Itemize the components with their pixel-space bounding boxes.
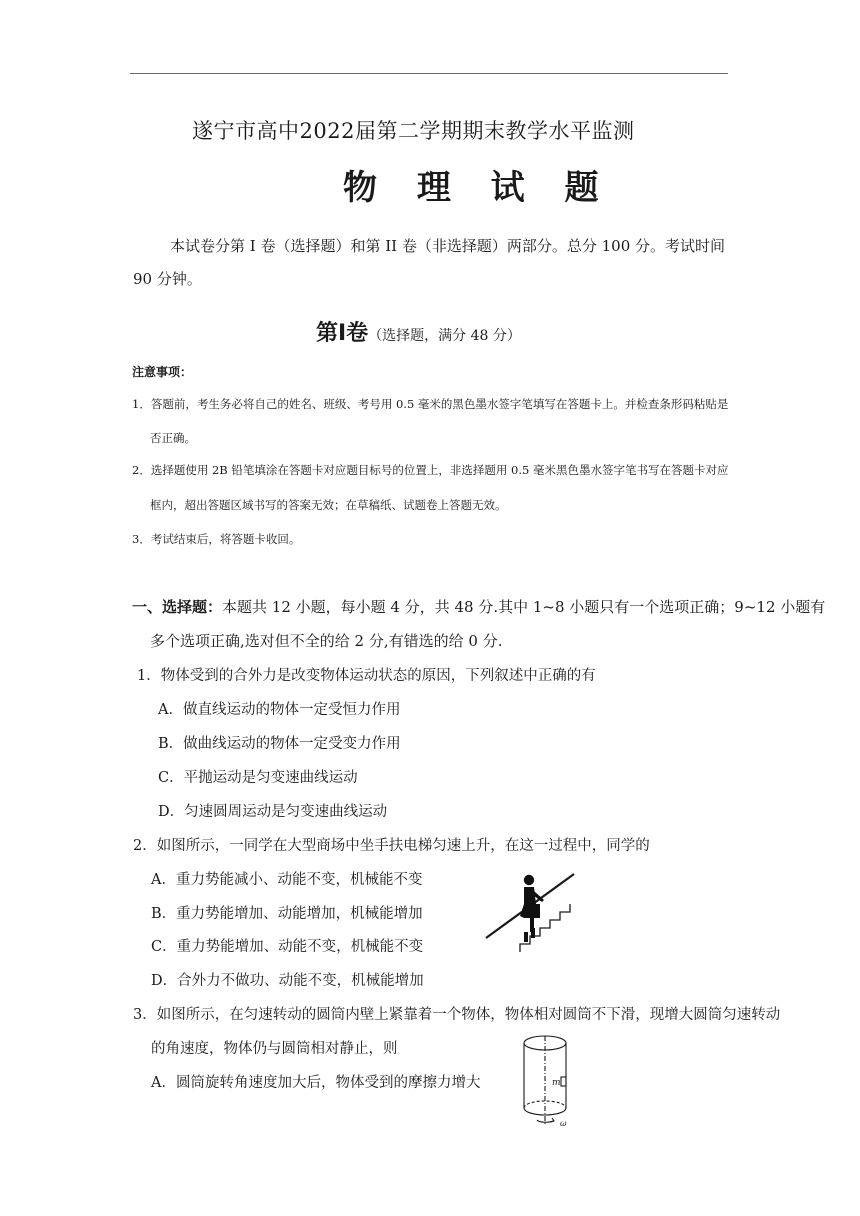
question-1-option-a: A．做直线运动的物体一定受恒力作用 [158, 702, 401, 718]
mass-block [561, 1077, 566, 1086]
question-3-option-a: A．圆筒旋转角速度加大后，物体受到的摩擦力增大 [151, 1075, 481, 1091]
question-2-option-a: A．重力势能减小、动能不变，机械能不变 [151, 872, 423, 888]
note-2-line-2: 框内，超出答题区域书写的答案无效；在草稿纸、试题卷上答题无效。 [150, 498, 507, 512]
subject-title: 物 理 试 题 [343, 168, 613, 208]
question-2-option-b: B．重力势能增加、动能增加，机械能增加 [151, 906, 423, 922]
question-1-stem: 1．物体受到的合外力是改变物体运动状态的原因，下列叙述中正确的有 [137, 668, 596, 684]
mass-label: m [552, 1078, 561, 1088]
omega-label: ω [560, 1119, 567, 1128]
section-1-line-2: 多个选项正确,选对但不全的给 2 分,有错选的给 0 分. [150, 632, 503, 650]
question-1-option-d: D．匀速圆周运动是匀变速曲线运动 [158, 804, 388, 820]
part-title: 第Ⅰ卷 [316, 321, 369, 346]
note-1-line-2: 否正确。 [150, 431, 196, 445]
part-subtitle: （选择题，满分 48 分） [368, 328, 521, 344]
school-line: 遂宁市高中2022届第二学期期末教学水平监测 [192, 119, 635, 143]
intro-line-2: 90 分钟。 [133, 270, 202, 288]
section-1-line-1 [132, 596, 825, 617]
question-2-option-c: C．重力势能增加、动能不变，机械能不变 [151, 939, 424, 955]
notes-heading: 注意事项： [132, 365, 193, 379]
cylinder-figure [515, 1030, 595, 1132]
header-rule [130, 73, 728, 74]
question-1-option-c: C．平抛运动是匀变速曲线运动 [158, 770, 358, 786]
question-3-stem: 3．如图所示，在匀速转动的圆筒内壁上紧靠着一个物体，物体相对圆筒不下滑，现增大圆筒匀速转动 [133, 1007, 781, 1023]
intro-line-1: 本试卷分第 I 卷（选择题）和第 II 卷（非选择题）两部分。总分 100 分。考试时间 [170, 237, 726, 255]
part-heading [316, 316, 521, 347]
note-1-line-1: 1．答题前，考生务必将自己的姓名、班级、考号用 0.5 毫米的黑色墨水签字笔填写在答题卡上。并检查条形码粘贴是 [132, 397, 729, 411]
section-1-text: 本题共 12 小题，每小题 4 分，共 48 分.其中 1~8 小题只有一个选项正确；9~12 小题有 [222, 598, 826, 616]
escalator-figure [482, 860, 592, 952]
section-1-label: 一、选择题： [132, 598, 223, 616]
note-3: 3．考试结束后，将答题卡收回。 [132, 532, 301, 546]
question-2-stem: 2．如图所示，一同学在大型商场中坐手扶电梯匀速上升，在这一过程中，同学的 [133, 838, 650, 854]
question-2-option-d: D．合外力不做功、动能不变，机械能增加 [151, 973, 424, 989]
question-3-stem-line-2: 的角速度，物体仍与圆筒相对静止，则 [151, 1041, 398, 1057]
question-1-option-b: B．做曲线运动的物体一定受变力作用 [158, 736, 401, 752]
note-2-line-1: 2．选择题使用 2B 铅笔填涂在答题卡对应题目标号的位置上，非选择题用 0.5 毫米黑色墨水签字笔书写在答题卡对应 [132, 463, 729, 477]
